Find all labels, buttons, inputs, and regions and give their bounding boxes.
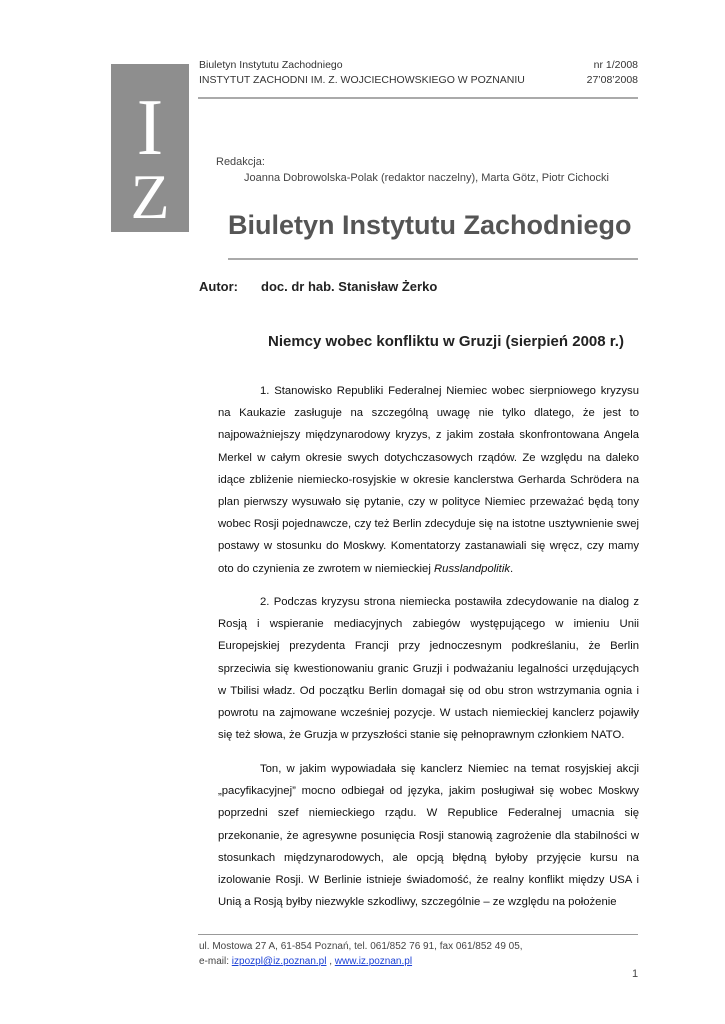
- header-rule: [198, 97, 638, 99]
- header-issue: nr 1/2008: [593, 59, 638, 71]
- header-date: 27’08’2008: [586, 74, 638, 86]
- paragraph-2: 2. Podczas kryzysu strona niemiecka postawiła zdecydowanie na dialog z Rosją i wspieranie mediacyjnych zabiegów występującego w imieniu Unii Europejskiej prezydenta Francji przy jednoczesnym podkreślaniu, że Berlin sprzeciwia się kwestionowaniu granic Gruzji i podważaniu legalności urzędujących w Tbilisi władz. Od początku Berlin domagał się od obu stron wstrzymania ognia i powrotu na zajmowane wcześniej pozycje. W ustach niemieckiej kanclerz pojawiły się też słowa, że Gruzja w przyszłości stanie się pełnoprawnym członkiem NATO.: [218, 596, 639, 742]
- editorial-label: Redakcja:: [216, 156, 265, 168]
- footer-rule: [198, 934, 638, 935]
- header-publication: Biuletyn Instytutu Zachodniego: [199, 59, 343, 71]
- bulletin-title: Biuletyn Instytutu Zachodniego: [228, 210, 632, 240]
- iz-logo: [111, 64, 189, 232]
- page-number: 1: [632, 968, 639, 980]
- footer-separator: ,: [326, 956, 335, 967]
- paragraph-1-end: .: [509, 562, 514, 575]
- editorial-names: Joanna Dobrowolska-Polak (redaktor naczelny), Marta Götz, Piotr Cichocki: [244, 172, 609, 184]
- website-link[interactable]: www.iz.poznan.pl: [334, 956, 413, 967]
- paragraph-3: Ton, w jakim wypowiadała się kanclerz Niemiec na temat rosyjskiej akcji „pacyfikacyjnej” mocno odbiegał od języka, jakim posługiwał się wobec Moskwy poprzedni szef niemieckiego rządu. W Republice Federalnej umacnia się przekonanie, że agresywne posunięcia Rosji stanowią zagrożenie dla stabilności w stosunkach międzynarodowych, ale opcją błędną byłoby przyjęcie kursu na izolowanie Rosji. W Berlinie istnieje świadomość, że realny konflikt między USA i Unią a Rosją byłby niezwykle szkodliwy, szczególnie – ze względu na położenie: [218, 763, 639, 909]
- title-rule: [228, 258, 638, 260]
- email-link[interactable]: izpozpl@iz.poznan.pl: [231, 956, 327, 967]
- article-title: Niemcy wobec konfliktu w Gruzji (sierpień 2008 r.): [268, 333, 624, 350]
- footer: [199, 939, 523, 969]
- header-institute: INSTYTUT ZACHODNI IM. Z. WOJCIECHOWSKIEGO W POZNANIU: [199, 74, 525, 86]
- footer-address: ul. Mostowa 27 A, 61-854 Poznań, tel. 061/852 76 91, fax 061/852 49 05,: [199, 941, 523, 952]
- footer-contact: [199, 954, 523, 969]
- footer-email-label: e-mail:: [199, 956, 232, 967]
- author-name: doc. dr hab. Stanisław Żerko: [261, 279, 438, 294]
- header-left: [199, 58, 525, 88]
- paragraph-1: [218, 380, 639, 580]
- logo-letter-i: I: [136, 84, 164, 172]
- header-right: [587, 58, 638, 88]
- paragraph-1-text: 1. Stanowisko Republiki Federalnej Niemiec wobec sierpniowego kryzysu na Kaukazie zasługuje na szczególną uwagę nie tylko dlatego, że jest to najpoważniejszy międzynarodowy kryzys, z jakim została skonfrontowana Angela Merkel w całym okresie swych dotychczasowych rządów. Ze względu na daleko idące zbliżenie niemiecko-rosyjskie w okresie kanclerstwa Gerharda Schrödera na plan pierwszy wysuwało się pytanie, czy w polityce Niemiec przeważać będą tony wobec Rosji pojednawcze, czy też Berlin zdecyduje się na istotne usztywnienie swej postawy w stosunku do Moskwy. Komentatorzy zastanawiali się wręcz, czy mamy oto do czynienia ze zwrotem w niemieckiej: [218, 385, 639, 575]
- logo-letter-z: Z: [130, 161, 170, 232]
- paragraph-1-italic: Russlandpolitik: [434, 562, 510, 575]
- author-label: Autor:: [199, 279, 238, 294]
